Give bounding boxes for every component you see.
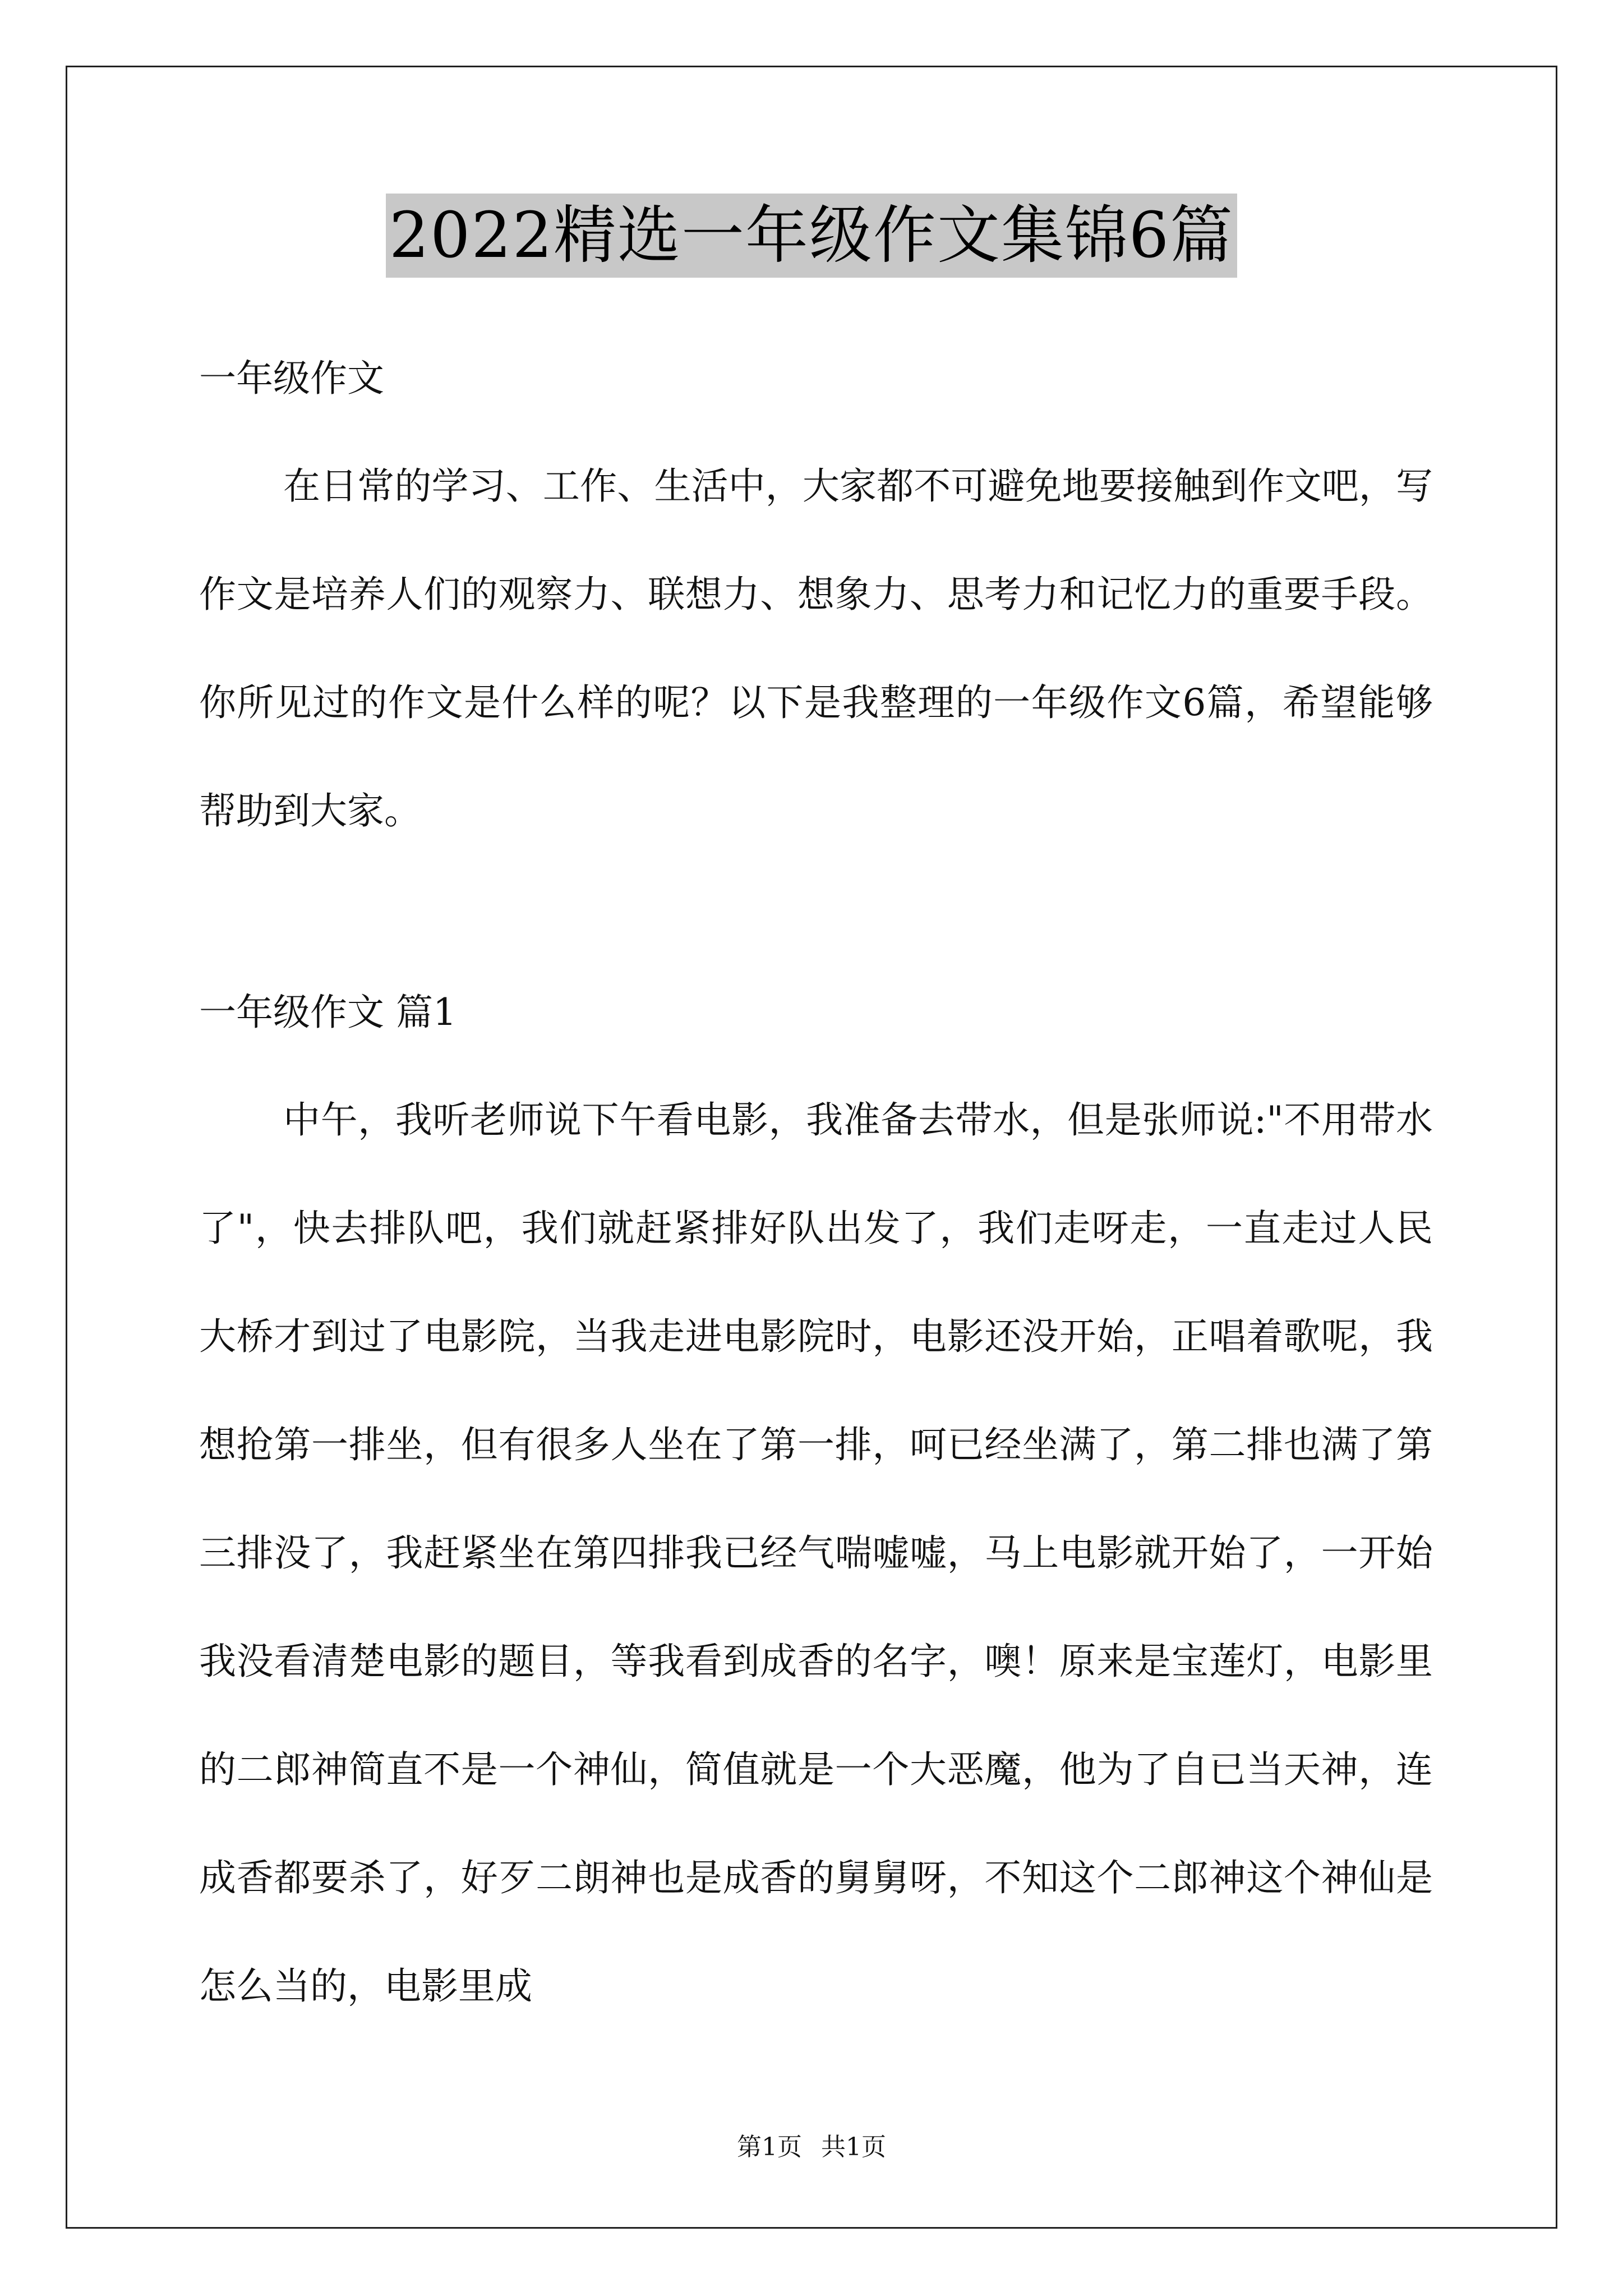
section1-heading: 一年级作文 篇1 xyxy=(199,991,457,1034)
page-footer xyxy=(0,2131,1623,2164)
title-container xyxy=(0,194,1623,278)
page-number-current: 第1页 xyxy=(737,2133,802,2161)
section1-block xyxy=(199,1066,1433,2040)
document-title: 2022精选一年级作文集锦6篇 xyxy=(386,194,1237,278)
intro-paragraph: 在日常的学习、工作、生活中，大家都不可避免地要接触到作文吧，写作文是培养人们的观察力、联想力、想象力、思考力和记忆力的重要手段。你所见过的作文是什么样的呢？以下是我整理的一年级作文6篇，希望能够帮助到大家。 xyxy=(199,464,1433,832)
section1-paragraph: 中午，我听老师说下午看电影，我准备去带水，但是张师说:"不用带水了"，快去排队吧，我们就赶紧排好队出发了，我们走呀走，一直走过人民大桥才到过了电影院，当我走进电影院时，电影还没开始，正唱着歌呢，我想抢第一排坐，但有很多人坐在了第一排，呵已经坐满了，第二排也满了第三排没了，我赶紧坐在第四排我已经气喘嘘嘘，马上电影就开始了，一开始我没看清楚电影的题目，等我看到成香的名字，噢！原来是宝莲灯，电影里的二郎神简直不是一个神仙，简值就是一个大恶魔，他为了自已当天神，连成香都要杀了，好歹二朗神也是成香的舅舅呀，不知这个二郎神这个神仙是怎么当的，电影里成 xyxy=(199,1098,1433,2008)
intro-heading: 一年级作文 xyxy=(199,357,384,400)
intro-block xyxy=(199,432,1433,865)
page-number-total: 共1页 xyxy=(821,2133,886,2161)
